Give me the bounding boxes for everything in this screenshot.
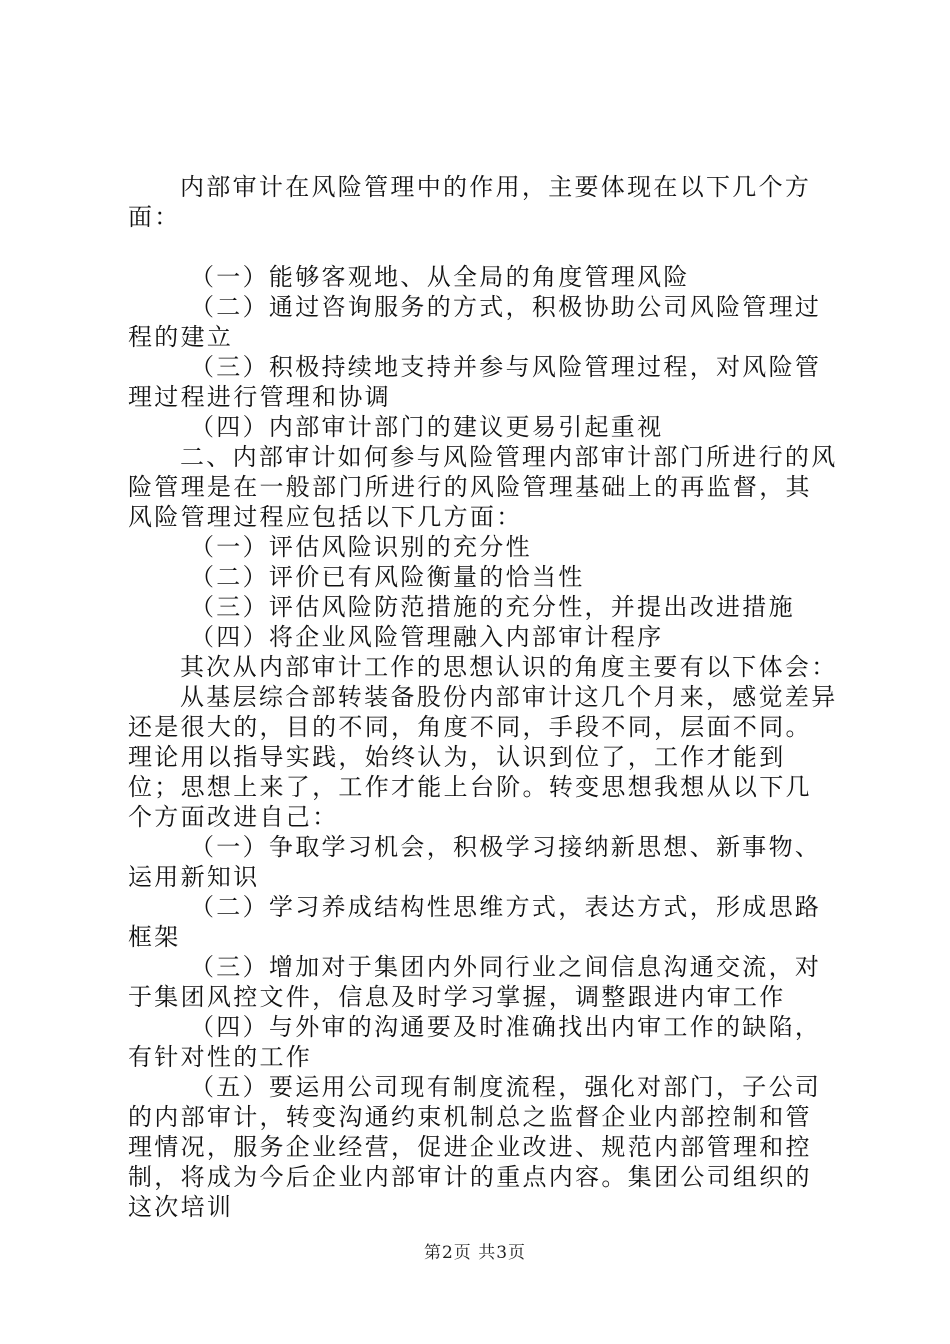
list-item-5: （五）要运用公司现有制度流程，强化对部门，子公司的内部审计，转变沟通约束机制总之监督企业内部控制和管理情况，服务企业经营，促进企业改进、规范内部管理和控制，将成为今后企业内部审计的重点内容。集团公司组织的这次培训 bbox=[128, 1073, 822, 1221]
list-item-3: （三）积极持续地支持并参与风险管理过程，对风险管理过程进行管理和协调 bbox=[128, 353, 822, 411]
list-item-4: （四）内部审计部门的建议更易引起重视 bbox=[190, 413, 664, 441]
list-item-1: （一）争取学习机会，积极学习接纳新思想、新事物、运用新知识 bbox=[128, 833, 822, 891]
list-item-3: （三）增加对于集团内外同行业之间信息沟通交流，对于集团风控文件，信息及时学习掌握，调整跟进内审工作 bbox=[128, 953, 822, 1011]
list-item-2: （二）通过咨询服务的方式，积极协助公司风险管理过程的建立 bbox=[128, 293, 822, 351]
paragraph-experience: 从基层综合部转装备股份内部审计这几个月来，感觉差异还是很大的，目的不同，角度不同，手段不同，层面不同。理论用以指导实践，始终认为，认识到位了，工作才能到位；思想上来了，工作才能上台阶。转变思想我想从以下几个方面改进自己： bbox=[128, 683, 838, 831]
document-body bbox=[128, 172, 838, 1222]
list-item-4: （四）将企业风险管理融入内部审计程序 bbox=[190, 623, 664, 651]
paragraph-reflection-intro: 其次从内部审计工作的思想认识的角度主要有以下体会： bbox=[180, 653, 838, 681]
list-item-4: （四）与外审的沟通要及时准确找出内审工作的缺陷，有针对性的工作 bbox=[128, 1013, 822, 1071]
list-item-3: （三）评估风险防范措施的充分性，并提出改进措施 bbox=[190, 593, 795, 621]
page-number-footer: 第2页 共3页 bbox=[423, 1243, 527, 1263]
list-item-2: （二）评价已有风险衡量的恰当性 bbox=[190, 563, 585, 591]
list-item-1: （一）评估风险识别的充分性 bbox=[190, 533, 532, 561]
paragraph-intro: 内部审计在风险管理中的作用，主要体现在以下几个方面： bbox=[128, 173, 812, 231]
list-item-1: （一）能够客观地、从全局的角度管理风险 bbox=[190, 263, 690, 291]
section-heading-2: 二、内部审计如何参与风险管理内部审计部门所进行的风险管理是在一般部门所进行的风险管理基础上的再监督，其风险管理过程应包括以下几方面： bbox=[128, 443, 838, 531]
list-item-2: （二）学习养成结构性思维方式，表达方式，形成思路框架 bbox=[128, 893, 822, 951]
